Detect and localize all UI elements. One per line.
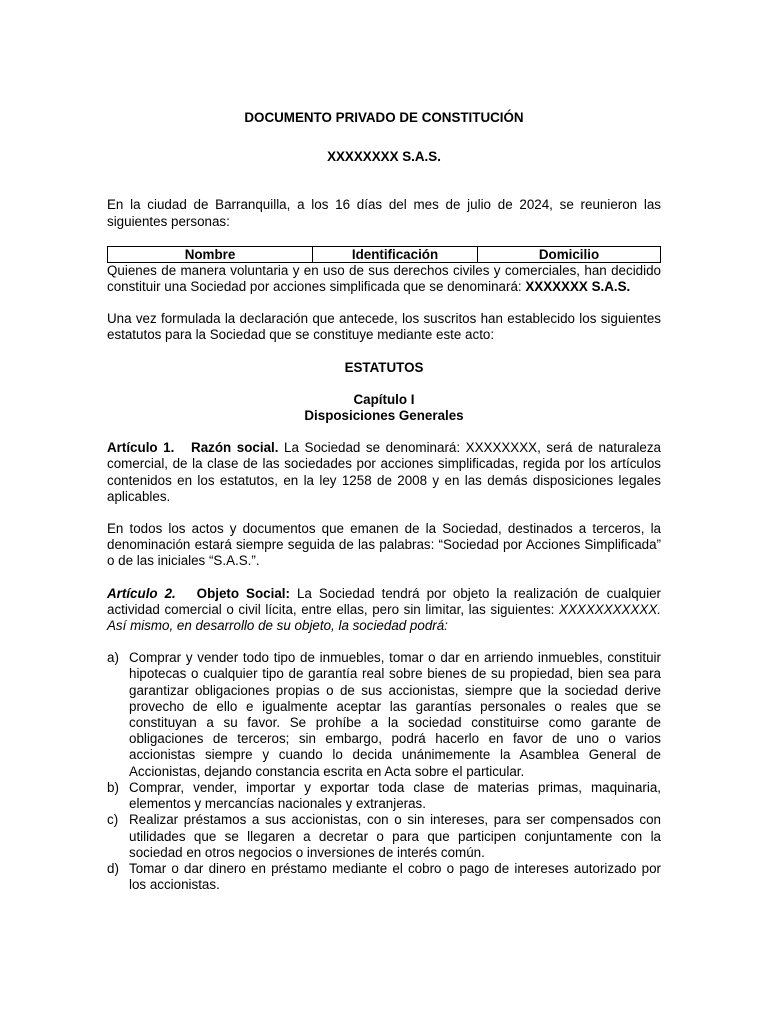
article-2-text: La Sociedad tendrá por objeto la realización de cualquier actividad comercial o civil lícita, entre ellas, pero sin limitar, las siguientes: xyxy=(107,585,661,617)
list-item-text: Comprar y vender todo tipo de inmuebles, tomar o dar en arriendo inmuebles, constituir hipotecas o cualquier tipo de garantía real sobre bienes de su propiedad, bien sea para garantizar obligaciones propias o de sus accionistas, siempre que la sociedad derive provecho de ello e igualmente aceptar las garantías personales o reales que se constituyan a su favor. Se prohíbe a la sociedad constituirse como garante de obligaciones de terceros; sin embargo, podrá hacerlo en favor de uno o varios accionistas siempre y cuando lo decida unánimemente la Asamblea General de Accionistas, dejando constancia escrita en Acta sobre el particular. xyxy=(129,650,661,779)
article-1 xyxy=(107,440,661,505)
list-item-text: Realizar préstamos a sus accionistas, con o sin intereses, para ser compensados con utilidades que se llegaren a decretar o para que participen conjuntamente con la sociedad en otros negocios o inversiones de interés común. xyxy=(129,812,661,860)
list-item-marker: d) xyxy=(107,860,119,876)
chapter-title: Disposiciones Generales xyxy=(304,408,464,424)
voluntary-text: Quienes de manera voluntaria y en uso de sus derechos civiles y comerciales, han decidido constituir una Sociedad por acciones simplificada que se denominará: xyxy=(107,262,661,295)
list-item xyxy=(107,812,661,861)
people-table xyxy=(107,246,661,263)
article-2-label: Artículo 2. xyxy=(107,585,176,601)
column-header-domicilio: Domicilio xyxy=(478,246,661,262)
column-header-nombre: Nombre xyxy=(108,246,313,262)
article-1-paragraph-2: En todos los actos y documentos que emanen de la Sociedad, destinados a terceros, la denominación estará siempre seguida de las palabras: “Sociedad por Acciones Simplificada” o de las iniciales “S.A.S.”. xyxy=(107,521,661,569)
column-header-identificacion: Identificación xyxy=(313,246,478,262)
list-item xyxy=(107,861,661,893)
list-item-text: Tomar o dar dinero en préstamo mediante el cobro o pago de intereses autorizado por los accionistas. xyxy=(129,860,661,893)
document-body xyxy=(107,110,661,893)
article-2 xyxy=(107,586,661,635)
chapter-heading: Capítulo I xyxy=(353,391,415,407)
object-list xyxy=(107,650,661,893)
people-table-header xyxy=(108,246,661,262)
article-1-text: La Sociedad se denominará: XXXXXXXX, será de naturaleza comercial, de la clase de las sociedades por acciones simplificadas, regida por los artículos contenidos en los estatutos, en la ley 1258 de 2008 y en las demás disposiciones legales aplicables. xyxy=(107,440,661,504)
statutes-heading: ESTATUTOS xyxy=(344,359,424,375)
voluntary-company-name: XXXXXXX S.A.S. xyxy=(525,279,631,295)
document-title: DOCUMENTO PRIVADO DE CONSTITUCIÓN xyxy=(244,110,524,125)
list-item xyxy=(107,780,661,812)
article-1-label: Artículo 1. xyxy=(107,440,175,456)
article-2-title: Objeto Social: xyxy=(196,585,290,601)
list-item xyxy=(107,650,661,780)
company-name: XXXXXXXX S.A.S. xyxy=(327,149,441,165)
voluntary-paragraph xyxy=(107,263,661,295)
list-item-marker: b) xyxy=(107,779,119,795)
declaration-paragraph: Una vez formulada la declaración que antecede, los suscritos han establecido los siguientes estatutos para la Sociedad que se constituye mediante este acto: xyxy=(107,311,661,343)
intro-paragraph: En la ciudad de Barranquilla, a los 16 días del mes de julio de 2024, se reunieron las siguientes personas: xyxy=(107,197,661,229)
list-item-marker: a) xyxy=(107,650,119,666)
list-item-text: Comprar, vender, importar y exportar toda clase de materias primas, maquinaria, elementos y mercancías nacionales y extranjeras. xyxy=(129,779,661,812)
article-2-italic-text: XXXXXXXXXXX. Así mismo, en desarrollo de su objeto, la sociedad podrá: xyxy=(107,601,661,634)
article-1-title: Razón social. xyxy=(191,440,279,456)
list-item-marker: c) xyxy=(107,812,119,828)
